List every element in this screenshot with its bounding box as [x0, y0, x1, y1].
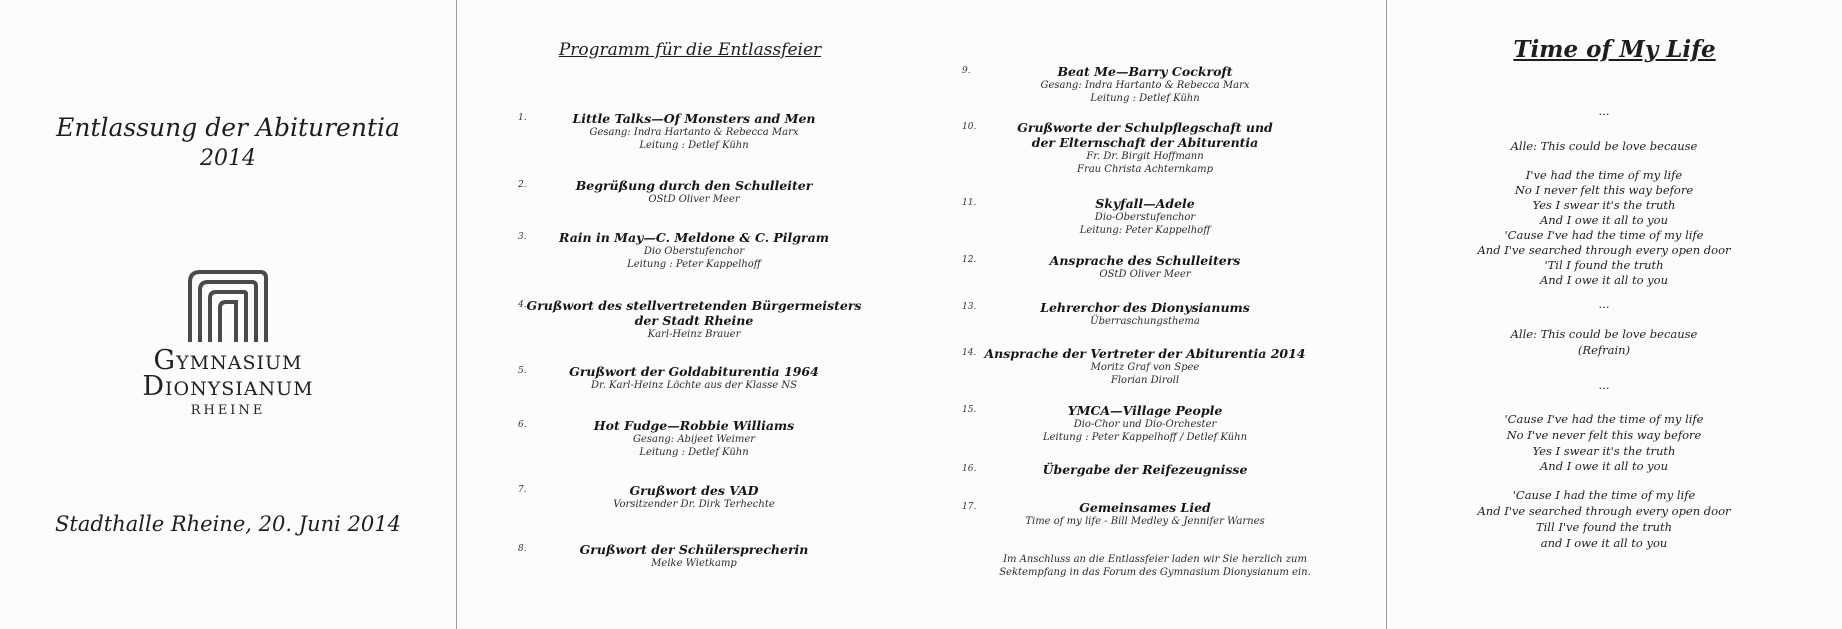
item-title: Grußwort der Goldabiturentia 1964 [569, 364, 819, 379]
item-detail: Frau Christa Achternkamp [1077, 164, 1213, 175]
lyric-line: ... [1598, 104, 1610, 118]
program-item [925, 403, 1365, 444]
item-detail: Time of my life - Bill Medley & Jennifer Warnes [1025, 516, 1265, 527]
item-detail: Leitung: Peter Kappelhoff [1079, 225, 1211, 236]
item-detail: Karl-Heinz Brauer [647, 329, 741, 340]
program-item [474, 298, 914, 341]
item-number: 1. [518, 113, 527, 123]
item-title: Grußwort der Schülersprecherin [579, 542, 809, 557]
cover-title: Entlassung der Abiturentia [56, 113, 400, 142]
item-detail: Moritz Graf von Spee [1090, 362, 1200, 373]
lyric-line: Alle: This could be love because [1510, 139, 1698, 153]
lyric-line: Yes I swear it's the truth [1532, 198, 1676, 212]
item-number: 6. [518, 420, 527, 430]
item-detail: Dio-Chor und Dio-Orchester [1073, 419, 1217, 430]
program-item [925, 300, 1365, 328]
item-title: Gemeinsames Lied [1079, 500, 1211, 515]
closing-note [955, 553, 1355, 579]
lyric-line: Alle: This could be love because [1510, 327, 1698, 341]
item-title: Ansprache der Vertreter der Abiturentia 2014 [984, 346, 1306, 361]
program-item [474, 230, 914, 271]
item-number: 7. [518, 485, 527, 495]
item-number: 3. [518, 232, 527, 242]
item-title-line-2: der Stadt Rheine [634, 313, 754, 328]
item-number: 12. [962, 255, 977, 265]
lyric-line: Yes I swear it's the truth [1532, 444, 1676, 458]
item-number: 11. [962, 198, 977, 208]
item-detail: Gesang: Indra Hartanto & Rebecca Marx [589, 127, 799, 138]
venue-date: Stadthalle Rheine, 20. Juni 2014 [55, 512, 401, 536]
item-number: 10. [962, 122, 977, 132]
logo-line-2: Dionysianum [142, 371, 314, 402]
lyric-line: (Refrain) [1577, 343, 1631, 357]
logo-line-3: RHEINE [190, 403, 266, 418]
item-title-line-2: der Elternschaft der Abiturentia [1031, 135, 1259, 150]
lyric-line: ... [1598, 378, 1610, 392]
program-item [925, 500, 1365, 528]
item-number: 14. [962, 348, 977, 358]
item-number: 17. [962, 502, 977, 512]
lyric-line: No I never felt this way before [1514, 183, 1694, 197]
lyric-line: I've had the time of my life [1525, 168, 1683, 182]
item-number: 13. [962, 302, 977, 312]
item-number: 4. [518, 300, 527, 310]
item-title: Lehrerchor des Dionysianums [1040, 300, 1250, 315]
item-title: Little Talks—Of Monsters and Men [572, 111, 816, 126]
cover-panel [0, 0, 456, 629]
item-detail: Leitung : Detlef Kühn [639, 140, 749, 151]
item-detail: Dio-Oberstufenchor [1094, 212, 1196, 223]
program-item [925, 253, 1365, 281]
lyrics-heading: Time of My Life [1513, 36, 1716, 63]
lyric-line: 'Cause I've had the time of my life [1504, 228, 1704, 242]
program-item [925, 64, 1365, 105]
school-logo [0, 268, 456, 348]
item-number: 2. [518, 180, 527, 190]
program-item [474, 418, 914, 459]
logo-line-1: Gymnasium [153, 345, 303, 376]
program-item [474, 542, 914, 570]
item-detail: Meike Wietkamp [651, 558, 737, 569]
item-detail: Florian Diroll [1110, 375, 1180, 386]
item-detail: Leitung : Peter Kappelhoff [627, 259, 761, 270]
item-detail: Dio Oberstufenchor [643, 246, 745, 257]
lyric-line: Till I've found the truth [1535, 520, 1673, 534]
item-number: 16. [962, 464, 977, 474]
item-title: Skyfall—Adele [1095, 196, 1195, 211]
item-detail: OStD Oliver Meer [648, 194, 740, 205]
cover-year: 2014 [200, 146, 256, 171]
lyric-line: And I've searched through every open door [1477, 243, 1731, 257]
item-number: 9. [962, 66, 971, 76]
lyric-line: And I owe it all to you [1539, 273, 1668, 287]
lyric-line: 'Cause I've had the time of my life [1504, 412, 1704, 426]
item-number: 5. [518, 366, 527, 376]
item-detail: Dr. Karl-Heinz Löchte aus der Klasse NS [591, 380, 797, 391]
lyric-line: And I owe it all to you [1539, 213, 1668, 227]
item-title: Ansprache des Schulleiters [1049, 253, 1241, 268]
lyrics-panel [1387, 0, 1842, 629]
item-detail: Gesang: Indra Hartanto & Rebecca Marx [1040, 80, 1250, 91]
closing-line-1: Im Anschluss an die Entlassfeier laden wir Sie herzlich zum [1003, 554, 1307, 565]
program-item [925, 346, 1365, 387]
item-title: Begrüßung durch den Schulleiter [575, 178, 813, 193]
item-title: Grußwort des VAD [629, 483, 759, 498]
program-item [925, 120, 1365, 176]
lyric-line: And I've searched through every open door [1477, 504, 1731, 518]
closing-line-2: Sektempfang in das Forum des Gymnasium Dionysianum ein. [999, 567, 1311, 578]
item-detail: OStD Oliver Meer [1099, 269, 1191, 280]
item-detail: Vorsitzender Dr. Dirk Terhechte [613, 499, 775, 510]
item-title: Beat Me—Barry Cockroft [1057, 64, 1233, 79]
program-item [925, 462, 1365, 477]
lyric-line: 'Til I found the truth [1544, 258, 1664, 272]
program-item [925, 196, 1365, 237]
item-number: 15. [962, 405, 977, 415]
program-item [474, 178, 914, 206]
fold-line-1 [456, 0, 457, 629]
item-title: YMCA—Village People [1067, 403, 1223, 418]
program-heading: Programm für die Entlassfeier [558, 40, 822, 60]
item-title: Übergabe der Reifezeugnisse [1042, 462, 1248, 477]
program-item [474, 364, 914, 392]
item-title: Rain in May—C. Meldone & C. Pilgram [559, 230, 829, 245]
lyric-line: and I owe it all to you [1540, 536, 1668, 550]
lyric-line: And I owe it all to you [1539, 459, 1668, 473]
item-number: 8. [518, 544, 527, 554]
item-detail: Überraschungsthema [1090, 316, 1200, 327]
item-detail: Leitung : Detlef Kühn [1090, 93, 1200, 104]
item-title: Grußworte der Schulpflegschaft und [1017, 120, 1273, 135]
lyric-line: No I've never felt this way before [1506, 428, 1702, 442]
item-detail: Gesang: Abijeet Weimer [632, 434, 756, 445]
program-item [474, 483, 914, 511]
program-item [474, 111, 914, 152]
item-detail: Leitung : Detlef Kühn [639, 447, 749, 458]
item-title: Grußwort des stellvertretenden Bürgermeisters [526, 298, 862, 313]
item-title: Hot Fudge—Robbie Williams [593, 418, 795, 433]
school-emblem-icon [186, 268, 270, 344]
lyric-line: ... [1598, 297, 1610, 311]
item-detail: Fr. Dr. Birgit Hoffmann [1086, 151, 1204, 162]
lyric-line: 'Cause I had the time of my life [1512, 488, 1696, 502]
item-detail: Leitung : Peter Kappelhoff / Detlef Kühn [1042, 432, 1248, 443]
